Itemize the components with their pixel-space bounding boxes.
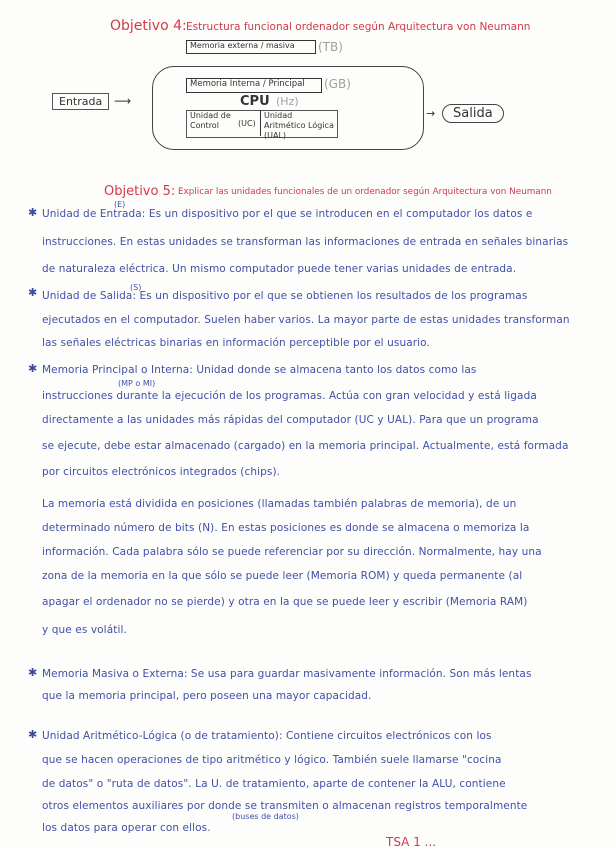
p6-line5: los datos para operar con ellos. <box>42 822 211 834</box>
p3-line5: por circuitos electrónicos integrados (chips). <box>42 466 281 478</box>
bullet-star-icon: ✱ <box>28 728 38 741</box>
main-memory-note: (MP o MI) <box>118 379 156 388</box>
p5-line2: que la memoria principal, pero poseen una mayor capacidad. <box>42 690 372 702</box>
p3-line2: instrucciones durante la ejecución de los programas. Actúa con gran velocidad y está ligada <box>42 390 537 402</box>
cpu-unit: (Hz) <box>276 95 299 108</box>
input-note: (E) <box>114 200 126 209</box>
p4-line2: determinado número de bits (N). En estas posiciones es donde se almacena o memoriza la <box>42 522 530 534</box>
input-box: Entrada <box>52 93 109 110</box>
control-unit-abbr: (UC) <box>238 119 256 128</box>
p6-line3: de datos" o "ruta de datos". La U. de tratamiento, aparte de contener la ALU, contiene <box>42 778 506 790</box>
objective5-text: Explicar las unidades funcionales de un ordenador según Arquitectura von Neumann <box>178 187 552 197</box>
output-arrow-icon: → <box>426 107 436 120</box>
control-unit-label: Unidad de Control <box>190 111 231 130</box>
p4-line1: La memoria está dividida en posiciones (llamadas también palabras de memoria), de un <box>42 498 517 510</box>
p6-line2: que se hacen operaciones de tipo aritmético y lógico. También suele llamarse "cocina <box>42 754 502 766</box>
external-memory-unit: (TB) <box>318 40 343 54</box>
p1-line2: instrucciones. En estas unidades se transforman las informaciones de entrada en señales binarias <box>42 236 569 248</box>
bullet-star-icon: ✱ <box>28 362 38 375</box>
footer-fragment: TSA 1 ... <box>386 835 437 849</box>
bullet-star-icon: ✱ <box>28 666 38 679</box>
internal-memory-unit: (GB) <box>324 77 351 91</box>
p1-line1: Unidad de Entrada: Es un dispositivo por el que se introducen en el computador los datos e <box>42 208 533 220</box>
p6-line1: Unidad Aritmético-Lógica (o de tratamiento): Contiene circuitos electrónicos con los <box>42 730 492 742</box>
input-arrow-icon: ⟶ <box>114 94 132 108</box>
alu-label: Unidad Aritmético Lógica (UAL) <box>264 111 334 140</box>
cpu-units-divider <box>260 110 261 136</box>
objective4-text: Estructura funcional ordenador según Arquitectura von Neumann <box>186 21 531 33</box>
external-memory-label: Memoria externa / masiva <box>190 41 295 50</box>
p2-line1: Unidad de Salida: Es un dispositivo por el que se obtienen los resultados de los programas <box>42 290 528 302</box>
data-bus-note: (buses de datos) <box>232 812 299 821</box>
bullet-star-icon: ✱ <box>28 286 38 299</box>
output-note: (S) <box>130 283 142 292</box>
bullet-star-icon: ✱ <box>28 206 38 219</box>
p3-line3: directamente a las unidades más rápidas del computador (UC y UAL). Para que un programa <box>42 414 539 426</box>
cpu-label: CPU <box>240 94 270 109</box>
p4-line6: y que es volátil. <box>42 624 127 636</box>
p2-line3: las señales eléctricas binarias en información perceptible por el usuario. <box>42 337 430 349</box>
p5-line1: Memoria Masiva o Externa: Se usa para guardar masivamente información. Son más lentas <box>42 668 532 680</box>
objective4-label: Objetivo 4: <box>110 18 187 34</box>
p4-line4: zona de la memoria en la que sólo se puede leer (Memoria ROM) y queda permanente (al <box>42 570 523 582</box>
objective5-label: Objetivo 5: <box>104 184 176 199</box>
p4-line5: apagar el ordenador no se pierde) y otra en la que se puede leer y escribir (Memoria RAM) <box>42 596 528 608</box>
p6-line4: otros elementos auxiliares por donde se transmiten o almacenan registros temporalmente <box>42 800 528 812</box>
p2-line2: ejecutados en el computador. Suelen haber varios. La mayor parte de estas unidades transforman <box>42 314 570 326</box>
p3-line1: Memoria Principal o Interna: Unidad donde se almacena tanto los datos como las <box>42 364 477 376</box>
p4-line3: información. Cada palabra sólo se puede referenciar por su dirección. Normalmente, hay una <box>42 546 542 558</box>
internal-memory-label: Memoria Interna / Principal <box>190 79 305 89</box>
output-box: Salida <box>442 104 504 123</box>
p1-line3: de naturaleza eléctrica. Un mismo computador puede tener varias unidades de entrada. <box>42 263 517 275</box>
p3-line4: se ejecute, debe estar almacenado (cargado) en la memoria principal. Actualmente, está formada <box>42 440 569 452</box>
